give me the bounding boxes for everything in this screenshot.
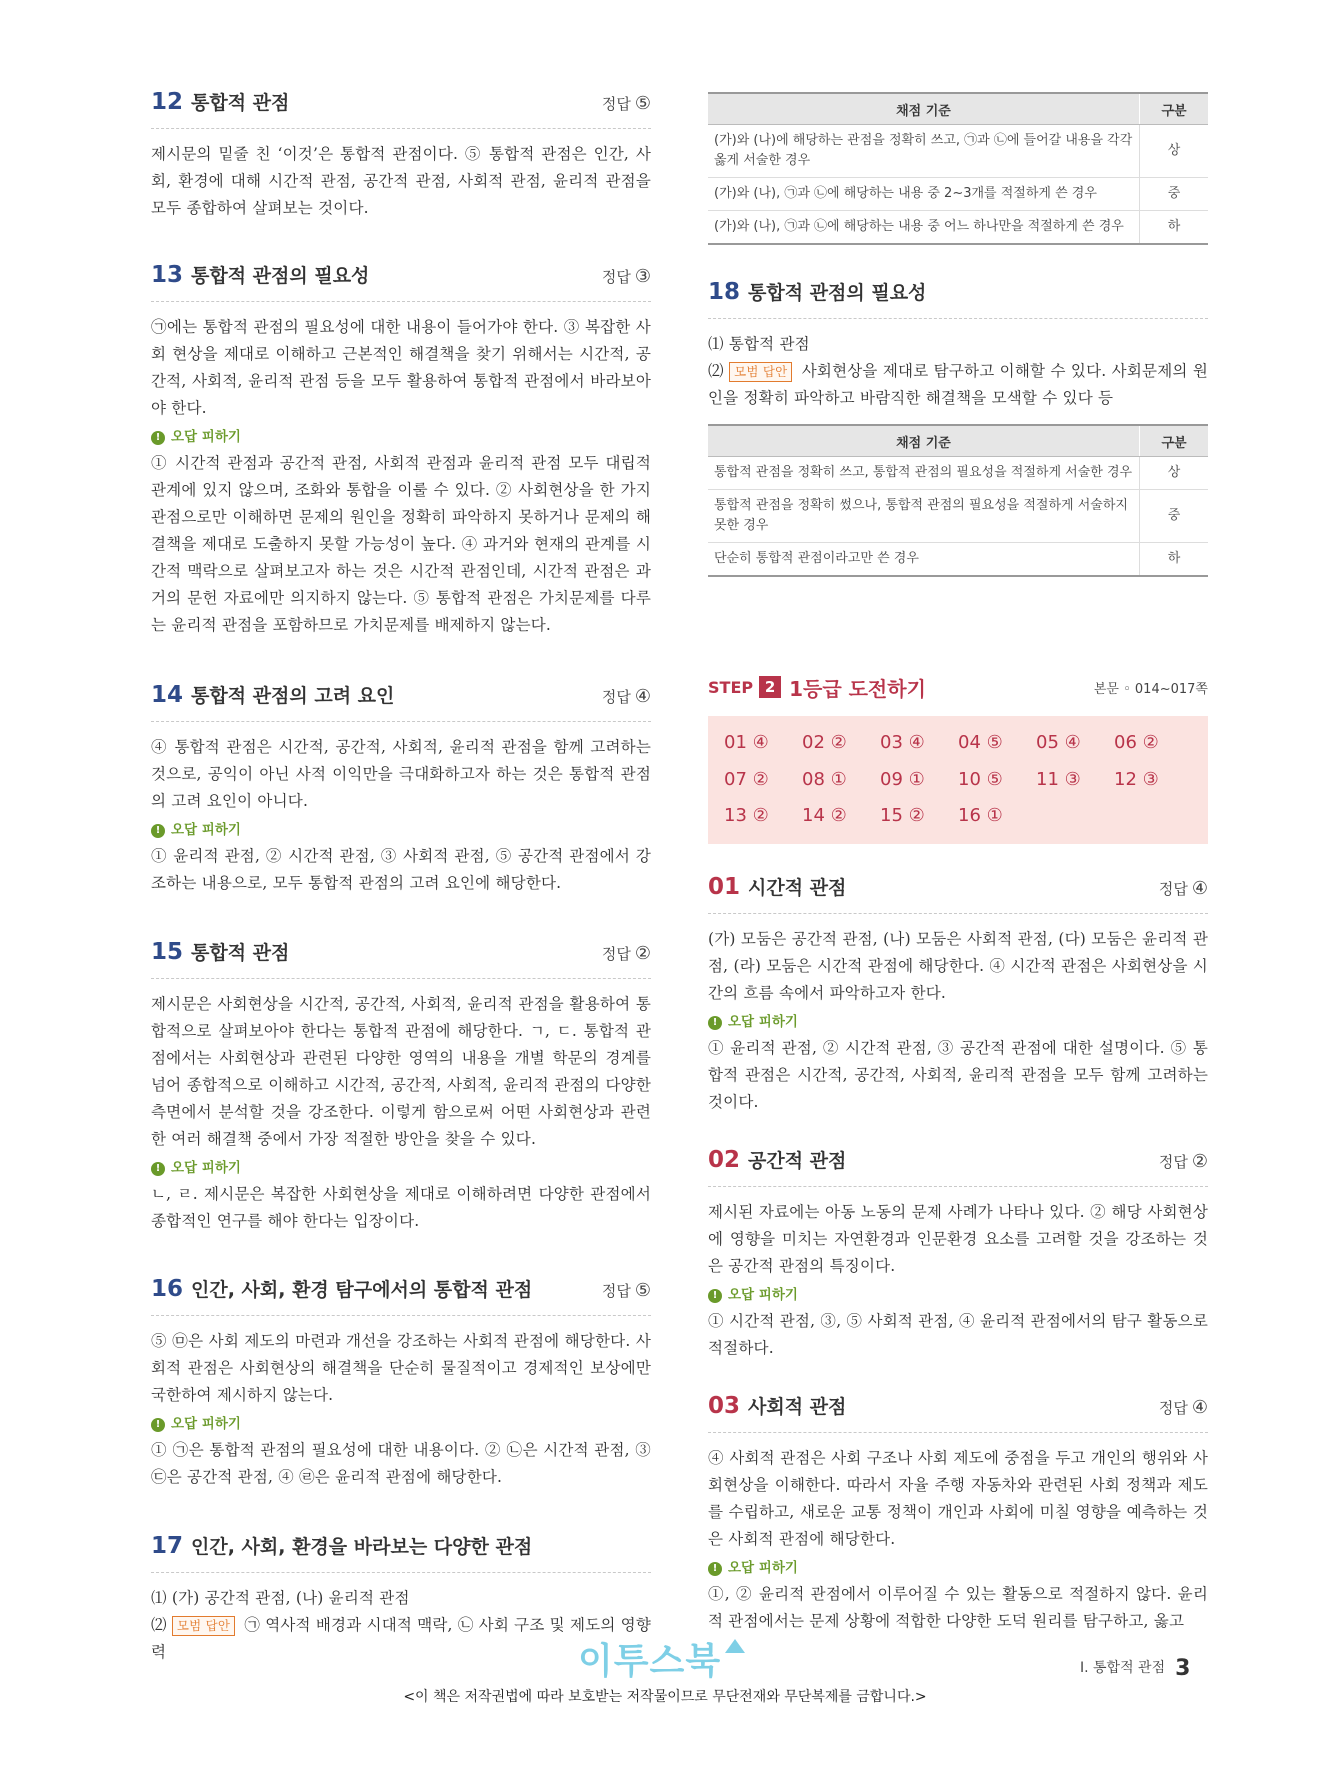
answer-key-item: 13 ② bbox=[724, 805, 769, 827]
question-number: 12 bbox=[151, 89, 184, 115]
question-title: 통합적 관점의 필요성 bbox=[748, 282, 927, 304]
answer-key-item: 15 ② bbox=[880, 805, 925, 827]
question-02 bbox=[708, 1146, 1208, 1362]
answer-key-item: 03 ④ bbox=[880, 732, 925, 753]
question-header bbox=[151, 1275, 651, 1316]
avoid-wrong-heading: ! 오답 피하기 bbox=[708, 1557, 1208, 1579]
avoid-wrong-heading: ! 오답 피하기 bbox=[151, 1157, 651, 1179]
answer-key-item: 08 ① bbox=[802, 768, 847, 790]
answer-key-item: 04 ⑤ bbox=[958, 732, 1003, 753]
question-number: 18 bbox=[708, 279, 741, 305]
question-title: 통합적 관점의 필요성 bbox=[191, 265, 370, 287]
question-title: 사회적 관점 bbox=[748, 1396, 847, 1418]
question-01 bbox=[708, 873, 1208, 1116]
explanation: ④ 사회적 관점은 사회 구조나 사회 제도에 중점을 두고 개인의 행위와 사회현상을 이해한다. 따라서 자율 주행 자동차와 관련된 사회 정책과 제도를 수립하고, 새로운 교통 정책이 개인과 사회에 미칠 영향을 예측하는 것은 사회적 관점에 해당한다. bbox=[708, 1449, 1208, 1548]
table-header: 채점 기준 bbox=[708, 93, 1140, 125]
table-row: 통합적 관점을 정확히 썼으나, 통합적 관점의 필요성을 적절하게 서술하지 못한 경우 중 bbox=[708, 490, 1208, 543]
answer-key-item: 11 ③ bbox=[1036, 768, 1081, 790]
copyright-notice: <이 책은 저작권법에 따라 보호받는 저작물이므로 무단전재와 무단복제를 금합니다.> bbox=[403, 1689, 927, 1705]
exclamation-icon: ! bbox=[708, 1562, 722, 1576]
answer-line-1: ⑴ 통합적 관점 bbox=[708, 335, 810, 353]
page-footer bbox=[1080, 1656, 1190, 1681]
question-title: 인간, 사회, 환경을 바라보는 다양한 관점 bbox=[191, 1536, 533, 1558]
explanation: 제시된 자료에는 아동 노동의 문제 사례가 나타나 있다. ② 해당 사회현상에 영향을 미치는 자연환경과 인문환경 요소를 고려할 것을 강조하는 것은 공간적 관점의 특징이다. bbox=[708, 1203, 1208, 1275]
question-17 bbox=[151, 1532, 651, 1666]
model-answer-tag: 모범 답안 bbox=[172, 1616, 235, 1636]
question-number: 13 bbox=[151, 262, 184, 288]
table-header: 구분 bbox=[1140, 93, 1209, 125]
step-label: STEP bbox=[708, 677, 754, 697]
question-number: 01 bbox=[708, 874, 741, 900]
page-reference: 본문 ◦ 014~017쪽 bbox=[1093, 681, 1208, 697]
avoid-wrong-text: ①, ② 윤리적 관점에서 이루어질 수 있는 활동으로 적절하지 않다. 윤리적 관점에서는 문제 상황에 적합한 다양한 도덕 원리를 탐구하고, 옳고 bbox=[708, 1585, 1208, 1630]
question-15 bbox=[151, 938, 651, 1235]
avoid-wrong-text: ① 시간적 관점과 공간적 관점, 사회적 관점과 윤리적 관점 모두 대립적 관계에 있지 않으며, 조화와 통합을 이룰 수 있다. ② 사회현상을 한 가지 관점으로만 이해하면 문제의 원인을 정확히 파악하지 못하거나 문제의 해결책을 제대로 도출하지 못할 가능성이 높다. ④ 과거와 현재의 관계를 시간적 맥락으로 살펴보고자 하는 것은 시간적 관점인데, 시간적 관점은 과거의 문헌 자료에만 의지하지 않는다. ⑤ 통합적 관점은 가치문제를 다루는 윤리적 관점을 포함하므로 가치문제를 배제하지 않는다. bbox=[151, 454, 651, 634]
exclamation-icon: ! bbox=[708, 1016, 722, 1030]
table-row: (가)와 (나), ㉠과 ㉡에 해당하는 내용 중 어느 하나만을 적절하게 쓴 경우 하 bbox=[708, 211, 1208, 245]
question-number: 16 bbox=[151, 1276, 184, 1302]
question-header bbox=[151, 938, 651, 979]
question-header bbox=[151, 1532, 651, 1573]
answer-label: 정답 ④ bbox=[601, 686, 651, 707]
question-title: 시간적 관점 bbox=[748, 877, 847, 899]
question-03 bbox=[708, 1392, 1208, 1635]
avoid-wrong-text: ① 윤리적 관점, ② 시간적 관점, ③ 공간적 관점에 대한 설명이다. ⑤ 통합적 관점은 시간적, 공간적, 사회적, 윤리적 관점을 모두 함께 고려하는 것이다. bbox=[708, 1039, 1208, 1111]
exclamation-icon: ! bbox=[151, 1162, 165, 1176]
exclamation-icon: ! bbox=[151, 431, 165, 445]
answer-label: 정답 ④ bbox=[1158, 878, 1208, 899]
answer-label: 정답 ② bbox=[1158, 1151, 1208, 1172]
avoid-wrong-text: ① ㉠은 통합적 관점의 필요성에 대한 내용이다. ② ㉡은 시간적 관점, ③ ㉢은 공간적 관점, ④ ㉣은 윤리적 관점에 해당한다. bbox=[151, 1441, 651, 1486]
avoid-wrong-text: ① 윤리적 관점, ② 시간적 관점, ③ 사회적 관점, ⑤ 공간적 관점에서 강조하는 내용으로, 모두 통합적 관점의 고려 요인에 해당한다. bbox=[151, 847, 651, 892]
answer-key-item: 06 ② bbox=[1114, 732, 1159, 753]
table-row: (가)와 (나), ㉠과 ㉡에 해당하는 내용 중 2~3개를 적절하게 쓴 경우 중 bbox=[708, 178, 1208, 211]
question-16 bbox=[151, 1275, 651, 1491]
question-14 bbox=[151, 681, 651, 897]
answer-key-grid bbox=[708, 716, 1208, 844]
question-header bbox=[151, 681, 651, 722]
answer-key-item: 02 ② bbox=[802, 732, 847, 753]
question-number: 14 bbox=[151, 682, 184, 708]
answer-key-item: 12 ③ bbox=[1114, 768, 1159, 790]
explanation: ④ 통합적 관점은 시간적, 공간적, 사회적, 윤리적 관점을 함께 고려하는 것으로, 공익이 아닌 사적 이익만을 극대화하고자 하는 것은 통합적 관점의 고려 요인이 아니다. bbox=[151, 738, 651, 810]
exclamation-icon: ! bbox=[708, 1289, 722, 1303]
answer-key-item: 07 ② bbox=[724, 768, 769, 790]
explanation: 제시문은 사회현상을 시간적, 공간적, 사회적, 윤리적 관점을 활용하여 통합적으로 살펴보아야 한다는 통합적 관점에 해당한다. ㄱ, ㄷ. 통합적 관점에서는 사회현상과 관련된 다양한 영역의 내용을 개별 학문의 경계를 넘어 종합적으로 이해하고 시간적, 공간적, 사회적, 윤리적 관점의 다양한 측면에서 분석할 것을 강조한다. 이렇게 함으로써 어떤 사회현상과 관련한 여러 해결책 중에서 가장 적절한 방안을 찾을 수 있다. bbox=[151, 995, 651, 1148]
avoid-wrong-heading: ! 오답 피하기 bbox=[708, 1284, 1208, 1306]
question-header bbox=[708, 1392, 1208, 1433]
avoid-wrong-heading: ! 오답 피하기 bbox=[151, 819, 651, 841]
answer-value: ④ bbox=[1191, 878, 1208, 899]
answer-value: ② bbox=[1191, 1151, 1208, 1172]
answer-key-item: 14 ② bbox=[802, 805, 847, 827]
publisher-logo: 이투스북 bbox=[578, 1633, 745, 1684]
section-title: Ⅰ. 통합적 관점 bbox=[1080, 1660, 1166, 1676]
answer-label: 정답 ② bbox=[601, 943, 651, 964]
answer-line-2: ⑵ 모범 답안 ㉠ 역사적 배경과 시대적 맥락, ㉡ 사회 구조 및 제도의 영향력 bbox=[151, 1616, 651, 1661]
question-title: 통합적 관점 bbox=[191, 92, 290, 114]
answer-key-item: 05 ④ bbox=[1036, 732, 1081, 753]
table-header: 구분 bbox=[1140, 425, 1209, 457]
answer-value: ② bbox=[634, 943, 651, 964]
question-number: 15 bbox=[151, 939, 184, 965]
answer-key-item: 01 ④ bbox=[724, 732, 769, 753]
question-number: 02 bbox=[708, 1147, 741, 1173]
answer-label: 정답 ④ bbox=[1158, 1397, 1208, 1418]
question-title: 통합적 관점의 고려 요인 bbox=[191, 685, 395, 707]
question-header bbox=[151, 88, 651, 129]
step-number: 2 bbox=[759, 676, 781, 698]
answer-value: ④ bbox=[634, 686, 651, 707]
exclamation-icon: ! bbox=[151, 824, 165, 838]
exclamation-icon: ! bbox=[151, 1418, 165, 1432]
question-number: 17 bbox=[151, 1533, 184, 1559]
question-header bbox=[708, 278, 1208, 319]
question-title: 공간적 관점 bbox=[748, 1150, 847, 1172]
criteria-table bbox=[708, 424, 1208, 577]
question-number: 03 bbox=[708, 1393, 741, 1419]
question-12 bbox=[151, 88, 651, 222]
table-header: 채점 기준 bbox=[708, 425, 1140, 457]
answer-key-item: 10 ⑤ bbox=[958, 768, 1003, 790]
question-title: 통합적 관점 bbox=[191, 942, 290, 964]
explanation: (가) 모둠은 공간적 관점, (나) 모둠은 사회적 관점, (다) 모둠은 윤리적 관점, (라) 모둠은 시간적 관점에 해당한다. ④ 시간적 관점은 사회현상을 시간의 흐름 속에서 파악하고자 한다. bbox=[708, 930, 1208, 1002]
answer-value: ④ bbox=[1191, 1397, 1208, 1418]
answer-line-1: ⑴ (가) 공간적 관점, (나) 윤리적 관점 bbox=[151, 1589, 410, 1607]
avoid-wrong-text: ① 시간적 관점, ③, ⑤ 사회적 관점, ④ 윤리적 관점에서의 탐구 활동으로 적절하다. bbox=[708, 1312, 1208, 1357]
answer-label: 정답 ⑤ bbox=[601, 93, 651, 114]
explanation: ⑤ ㉤은 사회 제도의 마련과 개선을 강조하는 사회적 관점에 해당한다. 사회적 관점은 사회현상의 해결책을 단순히 물질적이고 경제적인 보상에만 국한하여 제시하지 않는다. bbox=[151, 1332, 651, 1404]
answer-label: 정답 ③ bbox=[601, 266, 651, 287]
grading-table-17 bbox=[708, 92, 1208, 245]
table-row: (가)와 (나)에 해당하는 관점을 정확히 쓰고, ㉠과 ㉡에 들어갈 내용을 각각 옳게 서술한 경우 상 bbox=[708, 125, 1208, 178]
page-number: 3 bbox=[1175, 1656, 1191, 1681]
table-row: 단순히 통합적 관점이라고만 쓴 경우 하 bbox=[708, 543, 1208, 577]
step-header bbox=[708, 672, 1208, 702]
explanation: ㉠에는 통합적 관점의 필요성에 대한 내용이 들어가야 한다. ③ 복잡한 사회 현상을 제대로 이해하고 근본적인 해결책을 찾기 위해서는 시간적, 공간적, 사회적, 윤리적 관점 등을 모두 활용하여 통합적 관점에서 바라보아야 한다. bbox=[151, 318, 651, 417]
answer-key-item: 16 ① bbox=[958, 805, 1003, 827]
explanation: 제시문의 밑줄 친 ‘이것’은 통합적 관점이다. ⑤ 통합적 관점은 인간, 사회, 환경에 대해 시간적 관점, 공간적 관점, 사회적 관점, 윤리적 관점을 모두 종합하여 살펴보는 것이다. bbox=[151, 145, 651, 217]
model-answer-tag: 모범 답안 bbox=[729, 362, 792, 382]
answer-line-2: ⑵ 모범 답안 사회현상을 제대로 탐구하고 이해할 수 있다. 사회문제의 원인을 정확히 파악하고 바람직한 해결책을 모색할 수 있다 등 bbox=[708, 362, 1208, 407]
avoid-wrong-heading: ! 오답 피하기 bbox=[151, 426, 651, 448]
avoid-wrong-heading: ! 오답 피하기 bbox=[708, 1011, 1208, 1033]
answer-key-item: 09 ① bbox=[880, 768, 925, 790]
question-18 bbox=[708, 278, 1208, 577]
step-title: 1등급 도전하기 bbox=[789, 676, 926, 701]
answer-value: ③ bbox=[634, 266, 651, 287]
answer-value: ⑤ bbox=[634, 93, 651, 114]
question-title: 인간, 사회, 환경 탐구에서의 통합적 관점 bbox=[191, 1279, 533, 1301]
answer-value: ⑤ bbox=[634, 1280, 651, 1301]
answer-label: 정답 ⑤ bbox=[601, 1280, 651, 1301]
table-row: 통합적 관점을 정확히 쓰고, 통합적 관점의 필요성을 적절하게 서술한 경우 상 bbox=[708, 457, 1208, 490]
logo-triangle-icon bbox=[725, 1639, 745, 1653]
question-13 bbox=[151, 261, 651, 639]
avoid-wrong-text: ㄴ, ㄹ. 제시문은 복잡한 사회현상을 제대로 이해하려면 다양한 관점에서 종합적인 연구를 해야 한다는 입장이다. bbox=[151, 1185, 651, 1230]
question-header bbox=[708, 873, 1208, 914]
avoid-wrong-heading: ! 오답 피하기 bbox=[151, 1413, 651, 1435]
question-header bbox=[151, 261, 651, 302]
question-header bbox=[708, 1146, 1208, 1187]
criteria-table bbox=[708, 92, 1208, 245]
